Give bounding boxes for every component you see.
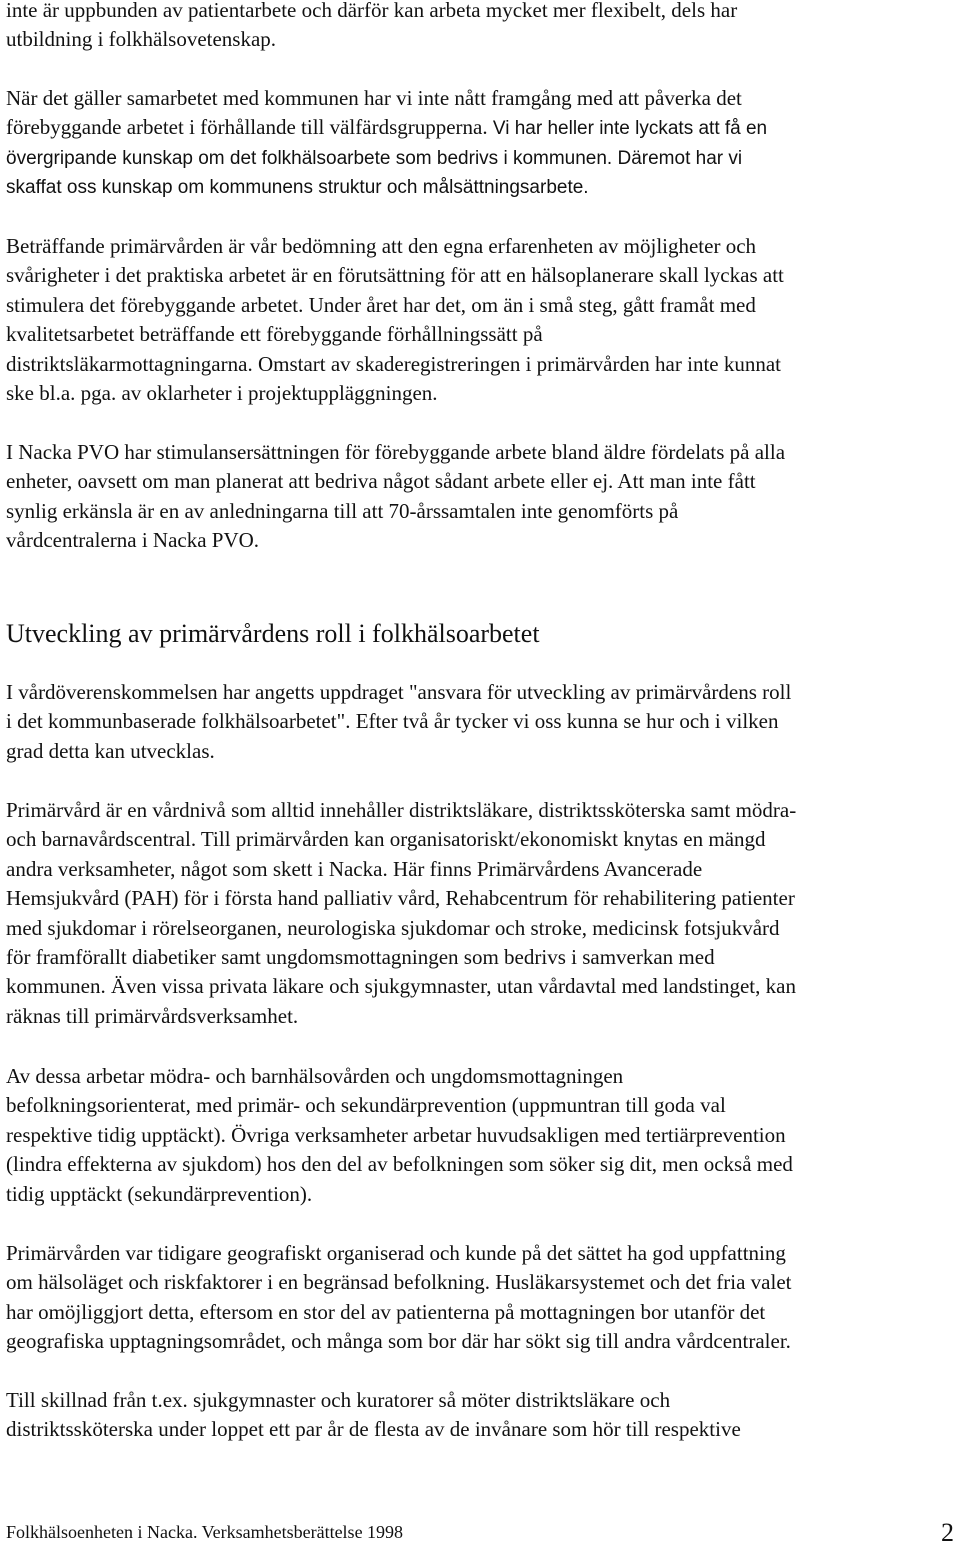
text-line: har omöjliggjort detta, eftersom en stor del av patienterna på mottagningen bor utanför det	[6, 1299, 766, 1324]
text-line: tidig upptäckt (sekundärprevention).	[6, 1181, 313, 1206]
text-line-sans: övergripande kunskap om det folkhälsoarbete som bedrivs i kommunen. Däremot har vi	[6, 147, 743, 169]
paragraph-7	[6, 1062, 956, 1209]
text-line: kvalitetsarbetet beträffande ett förebyggande förhållningssätt på	[6, 322, 543, 347]
text-line: andra verksamheter, något som skett i Nacka. Här finns Primärvårdens Avancerade	[6, 856, 703, 881]
text-line: ske bl.a. pga. av oklarheter i projektuppläggningen.	[6, 381, 438, 406]
paragraph-1	[6, 0, 956, 55]
text-line: enheter, oavsett om man planerat att bedriva något sådant arbete eller ej. Att man inte fått	[6, 469, 756, 494]
paragraph-9	[6, 1386, 956, 1445]
text-line: grad detta kan utvecklas.	[6, 738, 215, 763]
paragraph-3	[6, 232, 956, 408]
footer-text: Folkhälsoenheten i Nacka. Verksamhetsberättelse 1998	[6, 1522, 404, 1542]
text-line: befolkningsorienterat, med primär- och sekundärprevention (uppmuntran till goda val	[6, 1093, 726, 1118]
text-line: stimulera det förebyggande arbetet. Under året har det, om än i små steg, gått framåt med	[6, 292, 756, 317]
text-line: vårdcentralerna i Nacka PVO.	[6, 528, 260, 553]
text-line: med sjukdomar i rörelseorganen, neurologiska sjukdomar och stroke, medicinsk fotsjukvård	[6, 915, 780, 940]
text-line: Hemsjukvård (PAH) för i första hand palliativ vård, Rehabcentrum för rehabilitering patienter	[6, 886, 795, 911]
paragraph-6	[6, 796, 956, 1031]
text-line: I vårdöverenskommelsen har angetts uppdraget "ansvara för utveckling av primärvårdens roll	[6, 680, 792, 704]
text-run-sans: Vi har heller inte lyckats att få en	[492, 118, 768, 140]
text-line: räknas till primärvårdsverksamhet.	[6, 1003, 299, 1028]
text-line: synlig erkänsla är en av anledningarna till att 70-årssamtalen inte genomförts på	[6, 498, 679, 523]
text-line: kommunen. Även vissa privata läkare och sjukgymnaster, utan vårdavtal med landstinget, kan	[6, 974, 796, 999]
text-line-sans: skaffat oss kunskap om kommunens struktur och målsättningsarbete.	[6, 177, 589, 199]
text-line: och barnavårdscentral. Till primärvården kan organisatoriskt/ekonomiskt knytas en mängd	[6, 827, 766, 852]
paragraph-8	[6, 1239, 956, 1357]
text-line: Beträffande primärvården är vår bedömning att den egna erfarenheten av möjligheter och	[6, 234, 757, 258]
text-line: svårigheter i det praktiska arbetet är en förutsättning för att en hälsoplanerare skall lyckas att	[6, 263, 784, 288]
text-line: för framförallt diabetiker samt ungdomsmottagningen som bedrivs i samverkan med	[6, 945, 715, 970]
text-line	[6, 113, 956, 143]
text-run: förebyggande arbetet i förhållande till välfärdsgrupperna.	[6, 115, 493, 140]
text-line: geografiska upptagningsområdet, och många som bor där har sökt sig till andra vårdcentraler.	[6, 1329, 791, 1354]
paragraph-4	[6, 438, 956, 556]
paragraph-5	[6, 678, 956, 766]
text-line: respektive tidig upptäckt). Övriga verksamheter arbetar huvudsakligen med tertiärprevention	[6, 1122, 786, 1147]
section-heading: Utveckling av primärvårdens roll i folkhälsoarbetet	[6, 619, 540, 648]
text-line: inte är uppbunden av patientarbete och därför kan arbeta mycket mer flexibelt, dels har	[6, 0, 738, 22]
text-line: Primärvård är en vårdnivå som alltid innehåller distriktsläkare, distriktssköterska samt mödra-	[6, 798, 797, 822]
text-line: I Nacka PVO har stimulansersättningen för förebyggande arbete bland äldre fördelats på alla	[6, 440, 786, 464]
text-line: Till skillnad från t.ex. sjukgymnaster och kuratorer så möter distriktsläkare och	[6, 1388, 671, 1412]
text-line: När det gäller samarbetet med kommunen har vi inte nått framgång med att påverka det	[6, 86, 742, 110]
paragraph-2	[6, 84, 956, 203]
text-line: Av dessa arbetar mödra- och barnhälsovården och ungdomsmottagningen	[6, 1064, 624, 1088]
text-line: om hälsoläget och riskfaktorer i en begränsad befolkning. Husläkarsystemet och det fria valet	[6, 1270, 792, 1295]
text-line: utbildning i folkhälsovetenskap.	[6, 27, 277, 52]
page-number: 2	[941, 1518, 954, 1547]
text-line: (lindra effekterna av sjukdom) hos den del av befolkningen som söker sig dit, men också med	[6, 1152, 793, 1177]
text-line: Primärvården var tidigare geografiskt organiserad och kunde på det sättet ha god uppfattning	[6, 1241, 786, 1265]
text-line: distriktssköterska under loppet ett par år de flesta av de invånare som hör till respektive	[6, 1417, 741, 1442]
text-line: distriktsläkarmottagningarna. Omstart av skaderegistreringen i primärvården har inte kunnat	[6, 351, 782, 376]
text-line: i det kommunbaserade folkhälsoarbetet". Efter två år tycker vi oss kunna se hur och i vilken	[6, 709, 779, 734]
